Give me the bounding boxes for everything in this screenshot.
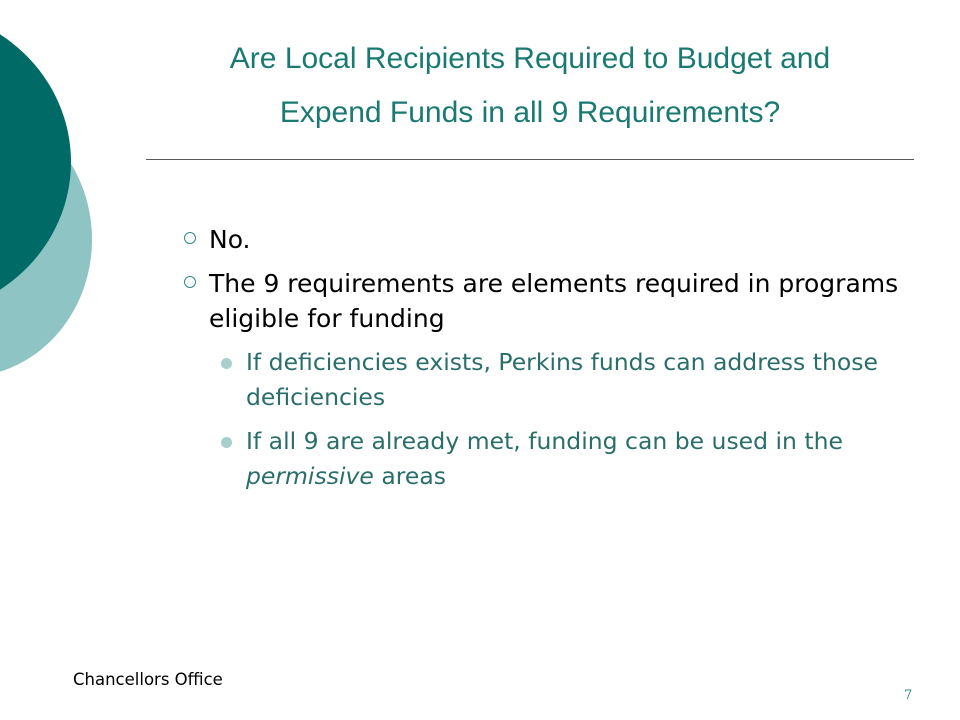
circle-bullet-icon [184,276,196,288]
page-number: 7 [904,688,913,703]
sub-bullet-item-1-text: If deficiencies exists, Perkins funds can address those deficiencies [246,348,878,411]
dot-bullet-icon [221,437,232,448]
circle-bullet-icon [184,232,196,244]
title-divider [146,159,914,160]
sub-bullet-item-2-text-start: If all 9 are already met, funding can be used in the [246,427,843,455]
bullet-list [184,222,904,503]
sub-bullet-item-2 [221,424,904,494]
slide-title-line-2: Expend Funds in all 9 Requirements? [279,96,781,129]
bullet-item-2 [184,266,904,336]
sub-bullet-item-2-text-end: areas [373,462,446,490]
bullet-item-1-text: No. [209,225,251,254]
sub-bullet-item-1 [221,345,904,415]
slide-title [120,32,940,140]
dot-bullet-icon [221,358,232,369]
bullet-item-2-text: The 9 requirements are elements required in programs eligible for funding [209,269,899,333]
footer-organization: Chancellors Office [73,670,223,689]
bullet-item-1 [184,222,904,257]
slide-title-line-1: Are Local Recipients Required to Budget and [229,42,831,75]
sub-bullet-item-2-emphasis: permissive [246,462,374,490]
